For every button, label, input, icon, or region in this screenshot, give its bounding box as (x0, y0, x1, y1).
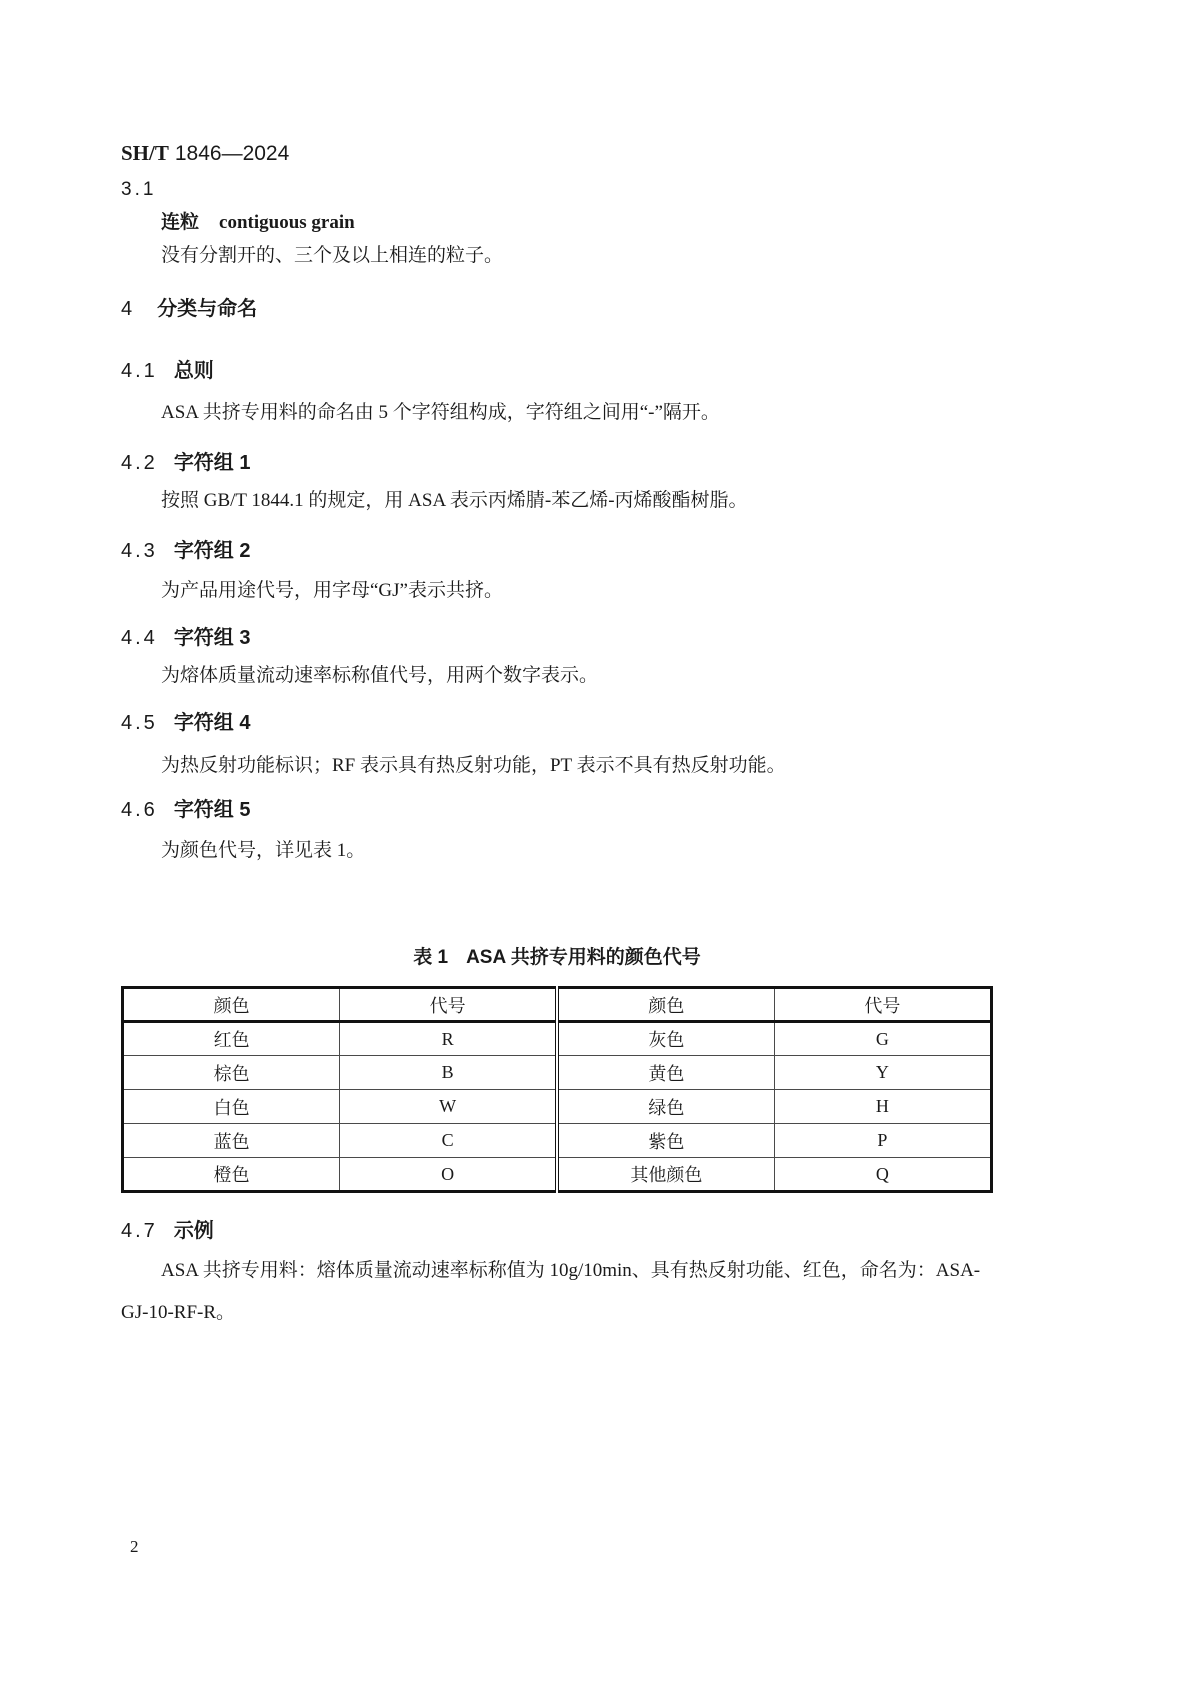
clause-4-5-number: 4.5 (121, 712, 158, 734)
table-cell: R (340, 1022, 557, 1056)
clause-4-1-heading (121, 359, 1135, 383)
clause-4-title: 分类与命名 (157, 298, 258, 320)
table-row (123, 1022, 992, 1056)
clause-4-4-title: 字符组 3 (173, 627, 251, 649)
clause-4-7-heading (121, 1219, 1135, 1243)
clause-4-7-body-line-2: GJ-10-RF-R。 (121, 1302, 236, 1323)
term-definition: 没有分割开的、三个及以上相连的粒子。 (161, 245, 504, 266)
clause-4-1-number: 4.1 (121, 360, 158, 382)
clause-4-3-heading (121, 539, 1135, 563)
table-row (123, 1158, 992, 1192)
clause-4-2-body: 按照 GB/T 1844.1 的规定，用 ASA 表示丙烯腈-苯乙烯-丙烯酸酯树脂。 (161, 490, 748, 511)
clause-4-4-number: 4.4 (121, 627, 158, 649)
table-cell: 紫色 (557, 1124, 774, 1158)
table-row (123, 1090, 992, 1124)
clause-4-5-body: 为热反射功能标识；RF 表示具有热反射功能，PT 表示不具有热反射功能。 (161, 755, 786, 776)
clause-4-3-title: 字符组 2 (173, 540, 251, 562)
clause-4-heading (121, 297, 1135, 321)
clause-4-7-body-line-1: ASA 共挤专用料：熔体质量流动速率标称值为 10g/10min、具有热反射功能、红色，命名为：ASA- (161, 1260, 981, 1281)
clause-4-6-heading (121, 798, 1135, 822)
table-1-caption-label: 表 1 (413, 947, 449, 968)
table-cell: 绿色 (557, 1090, 774, 1124)
table-cell: 黄色 (557, 1056, 774, 1090)
clause-4-2-title: 字符组 1 (173, 452, 251, 474)
table-cell: H (774, 1090, 991, 1124)
table-cell: Q (774, 1158, 991, 1192)
table-row (123, 1056, 992, 1090)
page-number: 2 (130, 1537, 139, 1556)
table-header-cell: 代号 (774, 988, 991, 1022)
table-cell: P (774, 1124, 991, 1158)
clause-4-6-number: 4.6 (121, 799, 158, 821)
clause-4-2-heading (121, 451, 1135, 475)
table-cell: B (340, 1056, 557, 1090)
doc-code (121, 142, 1135, 165)
clause-4-7-number: 4.7 (121, 1220, 158, 1242)
table-1-caption-title: ASA 共挤专用料的颜色代号 (466, 947, 701, 968)
clause-4-3-body: 为产品用途代号，用字母“GJ”表示共挤。 (161, 580, 503, 601)
table-cell: 红色 (123, 1022, 340, 1056)
clause-4-4-heading (121, 626, 1135, 650)
clause-4-3-number: 4.3 (121, 540, 158, 562)
clause-4-1-body: ASA 共挤专用料的命名由 5 个字符组构成，字符组之间用“-”隔开。 (161, 402, 720, 423)
clause-4-5-heading (121, 711, 1135, 735)
clause-4-6-title: 字符组 5 (173, 799, 251, 821)
term-en: contiguous grain (219, 212, 355, 233)
table-cell: G (774, 1022, 991, 1056)
table-header-cell: 颜色 (557, 988, 774, 1022)
table-cell: 蓝色 (123, 1124, 340, 1158)
clause-4-5-title: 字符组 4 (173, 712, 251, 734)
clause-4-number: 4 (121, 298, 136, 320)
clause-4-6-body: 为颜色代号，详见表 1。 (161, 840, 366, 861)
clause-4-4-body: 为熔体质量流动速率标称值代号，用两个数字表示。 (161, 665, 599, 686)
table-cell: 白色 (123, 1090, 340, 1124)
table-cell: C (340, 1124, 557, 1158)
clause-4-2-number: 4.2 (121, 452, 158, 474)
table-cell: W (340, 1090, 557, 1124)
clause-3-1-number: 3.1 (121, 179, 157, 200)
table-cell: 其他颜色 (557, 1158, 774, 1192)
table-row (123, 1124, 992, 1158)
table-cell: 橙色 (123, 1158, 340, 1192)
table-header-cell: 代号 (340, 988, 557, 1022)
table-header-cell: 颜色 (123, 988, 340, 1022)
color-code-table (121, 986, 993, 1193)
table-1-caption (121, 946, 993, 970)
doc-code-number: 1846—2024 (174, 142, 290, 165)
table-cell: Y (774, 1056, 991, 1090)
table-cell: 棕色 (123, 1056, 340, 1090)
color-table-body (123, 1022, 992, 1192)
color-table-head (123, 988, 992, 1022)
doc-code-prefix: SH/T (121, 141, 169, 165)
clause-4-7-title: 示例 (173, 1220, 214, 1242)
table-cell: O (340, 1158, 557, 1192)
table-header-row (123, 988, 992, 1022)
term-cn: 连粒 (161, 212, 200, 233)
table-cell: 灰色 (557, 1022, 774, 1056)
clause-4-1-title: 总则 (173, 360, 214, 382)
term-line (121, 211, 1135, 235)
